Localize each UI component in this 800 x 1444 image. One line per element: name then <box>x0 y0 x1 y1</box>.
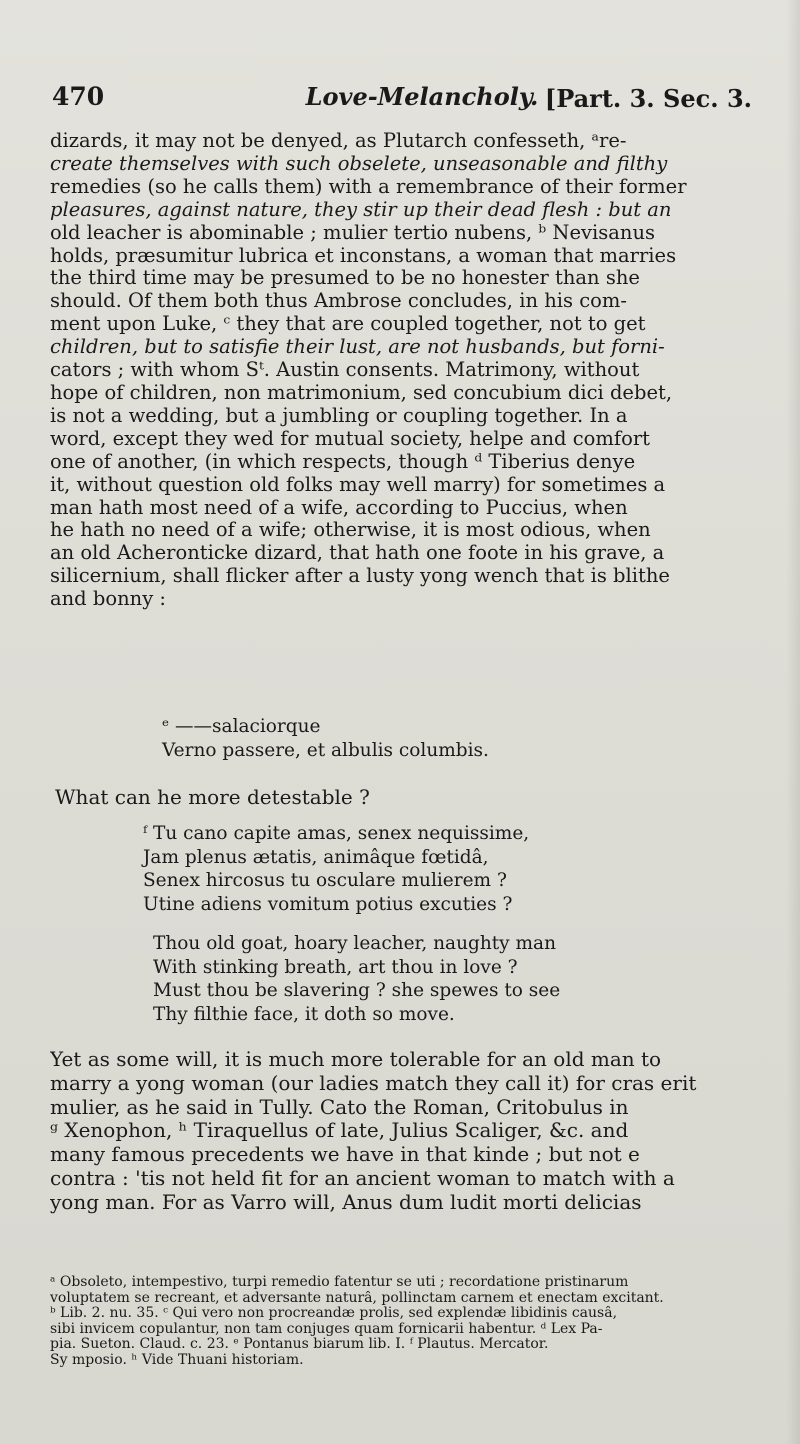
verse-line: Must thou be slavering ? she spewes to see <box>153 980 561 1001</box>
text-line: ment upon Luke, ᶜ they that are coupled together, not to get <box>50 313 646 336</box>
verse-quotation-latin <box>143 822 529 916</box>
text-line: hope of children, non matrimonium, sed concubium dici debet, <box>50 381 673 404</box>
text-line: cators ; with whom Sᵗ. Austin consents. Matrimony, without <box>50 359 640 382</box>
section-reference: [Part. 3. Sec. 3. <box>544 84 752 113</box>
text-line: word, except they wed for mutual society, helpe and comfort <box>50 427 650 450</box>
text-line: silicernium, shall flicker after a lusty yong wench that is blithe <box>50 565 670 588</box>
paragraph-2 <box>50 1048 750 1215</box>
verse-line: ᵉ ——salaciorque <box>162 716 321 737</box>
paragraph-1 <box>50 130 750 611</box>
verse-line: Jam plenus ætatis, animâque fœtidâ, <box>143 846 489 868</box>
text-line: create themselves with such obselete, unseasonable and filthy <box>50 152 668 175</box>
footnote-line: Sy mposio. ʰ Vide Thuani historiam. <box>50 1352 304 1368</box>
verse-line: Thou old goat, hoary leacher, naughty man <box>153 933 556 954</box>
text-line: is not a wedding, but a jumbling or coupling together. In a <box>50 404 628 427</box>
page-header <box>52 82 752 122</box>
text-line: the third time may be presumed to be no honester than she <box>50 267 640 290</box>
text-line: old leacher is abominable ; mulier tertio nubens, ᵇ Nevisanus <box>50 221 656 244</box>
text-line: he hath no need of a wife; otherwise, it is most odious, when <box>50 519 651 542</box>
text-line: remedies (so he calls them) with a remembrance of their former <box>50 175 687 198</box>
text-line: marry a yong woman (our ladies match they call it) for cras erit <box>50 1071 697 1095</box>
text-line: Yet as some will, it is much more tolerable for an old man to <box>50 1048 662 1071</box>
footnote-line: ᵇ Lib. 2. nu. 35. ᶜ Qui vero non procreandæ prolis, sed explendæ libidinis causâ, <box>50 1306 618 1322</box>
text-line: should. Of them both thus Ambrose concludes, in his com- <box>50 290 627 313</box>
text-line: ᵍ Xenophon, ʰ Tiraquellus of late, Julius Scaliger, &c. and <box>50 1119 629 1143</box>
text-line: pleasures, against nature, they stir up their dead flesh : but an <box>50 198 672 221</box>
running-title: Love-Melancholy. <box>305 82 539 111</box>
verse-quotation-1 <box>162 715 489 762</box>
text-line: many famous precedents we have in that kinde ; but not e <box>50 1143 640 1167</box>
text-line: man hath most need of a wife, according to Puccius, when <box>50 496 628 519</box>
text-line: and bonny : <box>50 588 166 611</box>
footnote-line: sibi invicem copulantur, non tam conjuges quam fornicarii habentur. ᵈ Lex Pa- <box>50 1321 603 1337</box>
question-line: What can he more detestable ? <box>55 785 370 809</box>
text-line: holds, præsumitur lubrica et inconstans, a woman that marries <box>50 244 677 267</box>
page-number: 470 <box>52 82 105 111</box>
scan-edge-shadow <box>786 0 800 1444</box>
text-line: mulier, as he said in Tully. Cato the Roman, Critobulus in <box>50 1095 629 1119</box>
footnotes <box>50 1275 750 1369</box>
verse-line: Thy filthie face, it doth so move. <box>153 1003 455 1025</box>
verse-line: Verno passere, et albulis columbis. <box>162 739 489 761</box>
text-line: one of another, (in which respects, though ᵈ Tiberius denye <box>50 450 636 473</box>
verse-translation <box>153 932 560 1026</box>
text-line: an old Acheronticke dizard, that hath one foote in his grave, a <box>50 542 665 565</box>
footnote-line: ᵃ Obsoleto, intempestivo, turpi remedio fatentur se uti ; recordatione pristinarum <box>50 1275 629 1290</box>
text-line: it, without question old folks may well marry) for sometimes a <box>50 473 666 496</box>
verse-line: ᶠ Tu cano capite amas, senex nequissime, <box>143 823 530 844</box>
text-line: yong man. For as Varro will, Anus dum ludit morti delicias <box>50 1190 642 1214</box>
verse-line: Senex hircosus tu osculare mulierem ? <box>143 870 507 891</box>
footnote-line: voluptatem se recreant, et adversante naturâ, pollinctam carnem et enectam excitant. <box>50 1290 664 1306</box>
text-line: contra : 'tis not held fit for an ancient woman to match with a <box>50 1166 675 1190</box>
verse-line: Utine adiens vomitum potius excuties ? <box>143 893 513 915</box>
text-line: dizards, it may not be denyed, as Plutarch confesseth, ᵃre- <box>50 130 627 152</box>
text-line: children, but to satisfie their lust, are not husbands, but forni- <box>50 336 665 359</box>
footnote-line: pia. Sueton. Claud. c. 23. ᵉ Pontanus biarum lib. I. ᶠ Plautus. Mercator. <box>50 1337 549 1353</box>
verse-line: With stinking breath, art thou in love ? <box>153 956 518 978</box>
